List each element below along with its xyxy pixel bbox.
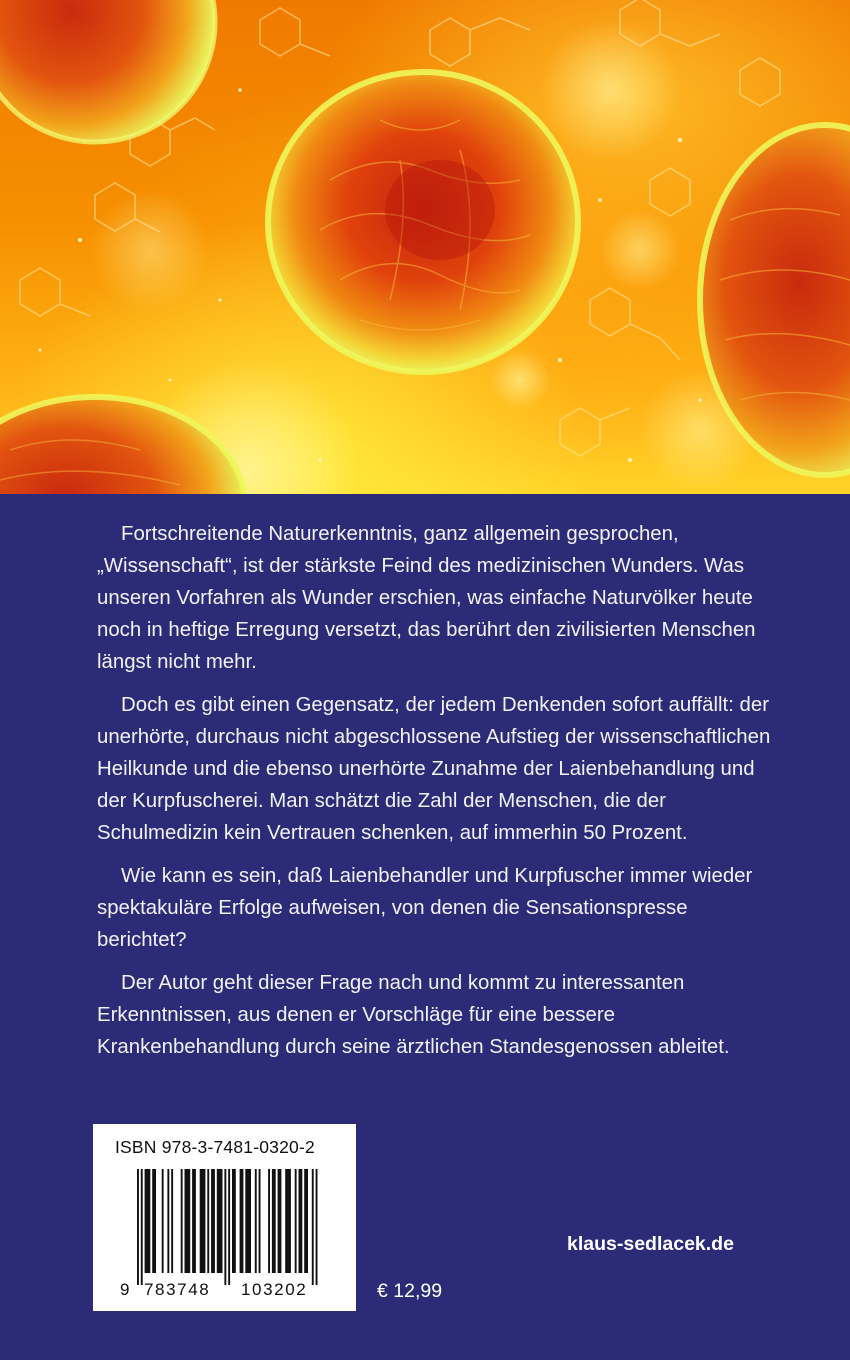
- cell-top-left: [0, 0, 215, 142]
- barcode-bar: [185, 1169, 191, 1273]
- barcode-bar: [259, 1169, 261, 1273]
- price-label: € 12,99: [377, 1280, 443, 1302]
- barcode-bar: [217, 1169, 223, 1273]
- barcode-bar: [200, 1169, 206, 1273]
- cell-center: [268, 72, 578, 372]
- barcode-bar: [224, 1169, 226, 1285]
- barcode-bar: [162, 1169, 164, 1273]
- barcode-bar: [207, 1169, 209, 1273]
- barcode-bar: [285, 1169, 291, 1273]
- ean-left-group: 783748: [144, 1280, 211, 1299]
- barcode-bar: [232, 1169, 236, 1273]
- blurb-paragraph-3: Wie kann es sein, daß Laienbehandler und Kurpfuscher immer wieder spektakuläre Erfolge aufweisen, von denen die Sensationspresse berichtet?: [97, 865, 753, 951]
- blurb-paragraph-2: Doch es gibt einen Gegensatz, der jedem Denkenden sofort auffällt: der unerhörte, durchaus nicht abgeschlossene Aufstieg der wissenschaftlichen Heilkunde und die ebenso unerhörte Zunahme der Laienbehandlung und der Kurpfuscherei. Man schätzt die Zahl der Menschen, die der Schulmedizin kein Vertrauen schenken, auf immerhin 50 Prozent.: [97, 694, 771, 844]
- ean-right-group: 103202: [241, 1280, 308, 1299]
- barcode-bar: [268, 1169, 270, 1273]
- barcode-bar: [316, 1169, 318, 1285]
- hero-image: [0, 0, 850, 494]
- barcode-bar: [299, 1169, 303, 1273]
- barcode-bar: [141, 1169, 143, 1285]
- barcode-graphic: [93, 1124, 356, 1311]
- barcode-bar: [245, 1169, 251, 1273]
- barcode-bar: [167, 1169, 169, 1273]
- barcode-bar: [240, 1169, 244, 1273]
- barcode-bar: [228, 1169, 230, 1285]
- ean-lead-digit: 9: [120, 1280, 130, 1299]
- barcode-bar: [192, 1169, 196, 1273]
- barcode-bar: [137, 1169, 139, 1285]
- isbn-barcode-box: [93, 1124, 356, 1311]
- publisher-website: klaus-sedlacek.de: [567, 1233, 734, 1255]
- barcode-bar: [171, 1169, 173, 1273]
- barcode-bar: [181, 1169, 183, 1273]
- barcode-bar: [304, 1169, 308, 1273]
- blurb: [97, 518, 773, 1074]
- barcode-bar: [211, 1169, 215, 1273]
- barcode-bar: [255, 1169, 257, 1273]
- blurb-paragraph-1: Fortschreitende Naturerkenntnis, ganz allgemein gesprochen, „Wissenschaft“, ist der stärkste Feind des medizinischen Wunders. Was unseren Vorfahren als Wunder erschien, was einfache Naturvölker heute noch in heftige Erregung versetzt, das berührt den zivilisierten Menschen längst nicht mehr.: [97, 523, 756, 673]
- barcode-bar: [312, 1169, 314, 1285]
- blurb-paragraph-4: Der Autor geht dieser Frage nach und kommt zu interessanten Erkenntnissen, aus denen er Vorschläge für eine bessere Krankenbehandlung durch seine ärztlichen Standesgenossen ableitet.: [97, 972, 730, 1058]
- barcode-bar: [152, 1169, 156, 1273]
- barcode-bar: [145, 1169, 151, 1273]
- cells-illustration: [0, 0, 850, 494]
- barcode-bar: [295, 1169, 297, 1273]
- barcode-bar: [272, 1169, 276, 1273]
- isbn-label: ISBN 978-3-7481-0320-2: [115, 1137, 315, 1157]
- barcode-bar: [278, 1169, 282, 1273]
